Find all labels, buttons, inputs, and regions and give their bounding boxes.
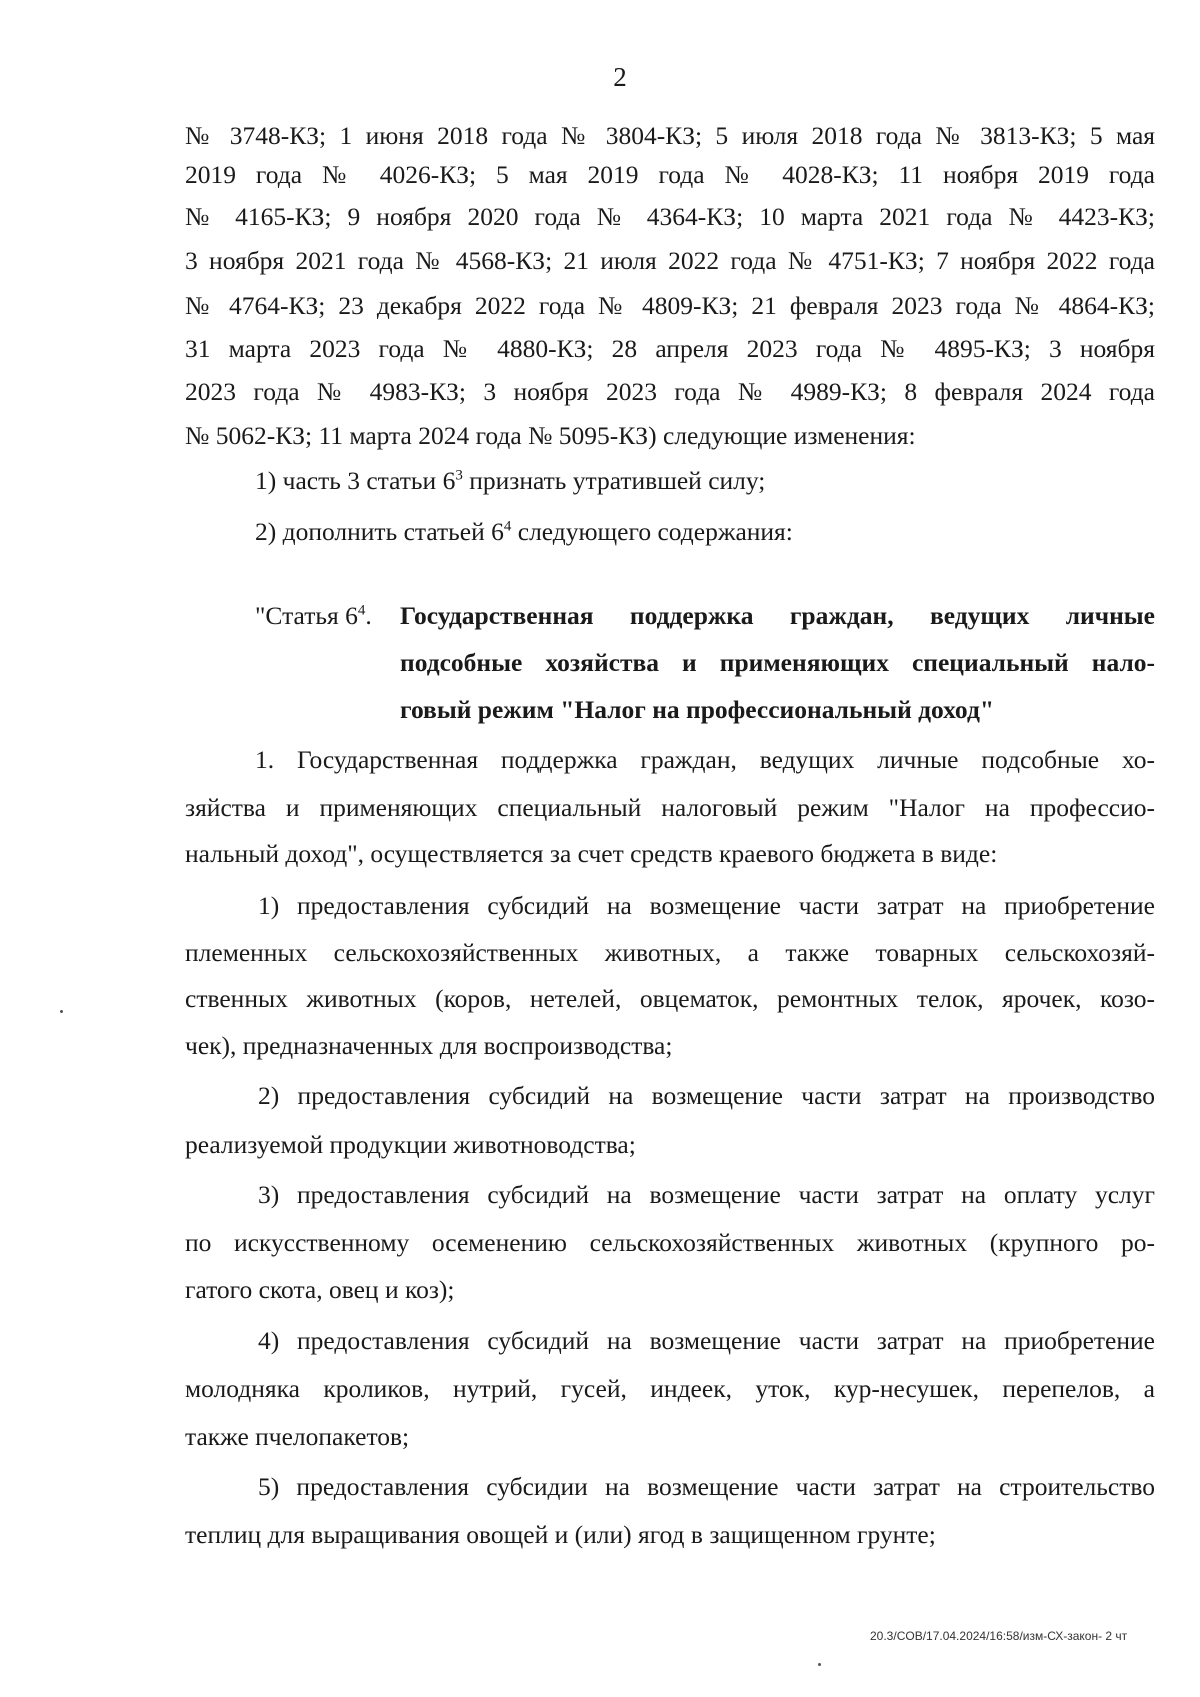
article-label-text: "Статья 6 [255,601,358,630]
amendment-line: № 3748-КЗ; 1 июня 2018 года № 3804-КЗ; 5 июля 2018 года № 3813-КЗ; 5 мая [185,121,1155,150]
subitem-line: 3) предоставления субсидий на возмещение части затрат на оплату услуг [258,1180,1155,1209]
amendment-line: № 4764-КЗ; 23 декабря 2022 года № 4809-КЗ; 21 февраля 2023 года № 4864-КЗ; [185,291,1155,320]
change-item-1-text: 1) часть 3 статьи 6 [255,466,456,495]
subitem-line: теплиц для выращивания овощей и (или) ягод в защищенном грунте; [185,1520,936,1549]
subitem-line: также пчелопакетов; [185,1422,410,1451]
subitem-line: 2) предоставления субсидий на возмещение части затрат на производство [258,1081,1155,1110]
subitem-line: 4) предоставления субсидий на возмещение части затрат на приобретение [258,1326,1155,1355]
footer-stamp: 20.3/COB/17.04.2024/16:58/изм-СХ-закон- 2 чт [870,1629,1128,1643]
scan-speck [818,1663,821,1666]
amendment-line: 2023 года № 4983-КЗ; 3 ноября 2023 года № 4989-КЗ; 8 февраля 2024 года [185,377,1155,406]
superscript: 4 [503,518,512,535]
subitem-line: по искусственному осеменению сельскохозяйственных животных (крупного ро- [185,1228,1155,1257]
paragraph-line: зяйства и применяющих специальный налоговый режим "Налог на профессио- [185,793,1155,822]
change-item-2 [255,519,793,545]
amendment-line: 2019 года № 4026-КЗ; 5 мая 2019 года № 4028-КЗ; 11 ноября 2019 года [185,160,1155,189]
article-title-line: подсобные хозяйства и применяющих специальный нало- [400,648,1155,677]
amendment-line: 31 марта 2023 года № 4880-КЗ; 28 апреля 2023 года № 4895-КЗ; 3 ноября [185,334,1155,363]
article-label [255,601,372,631]
subitem-line: чек), предназначенных для воспроизводства; [185,1031,673,1060]
article-label-dot: . [365,601,372,630]
change-item-2-text-end: следующего содержания: [511,517,793,546]
subitem-line: 1) предоставления субсидий на возмещение части затрат на приобретение [258,891,1155,920]
change-item-1-text-end: признать утратившей силу; [462,466,766,495]
subitem-line: реализуемой продукции животноводства; [185,1130,636,1159]
paragraph-line: 1. Государственная поддержка граждан, ведущих личные подсобные хо- [255,745,1155,774]
article-title-line: Государственная поддержка граждан, ведущих личные [400,601,1155,630]
subitem-line: племенных сельскохозяйственных животных, а также товарных сельскохозяй- [185,938,1155,967]
subitem-line: 5) предоставления субсидии на возмещение части затрат на строительство [258,1472,1155,1501]
article-title-line: говый режим "Налог на профессиональный доход" [400,695,994,724]
subitem-line: молодняка кроликов, нутрий, гусей, индеек, уток, кур-несушек, перепелов, а [185,1374,1155,1403]
superscript: 3 [455,467,463,484]
scan-speck [60,1010,63,1013]
change-item-1 [255,468,765,494]
subitem-line: гатого скота, овец и коз); [185,1275,455,1304]
amendment-line: № 4165-КЗ; 9 ноября 2020 года № 4364-КЗ; 10 марта 2021 года № 4423-КЗ; [185,202,1155,231]
amendment-line: 3 ноября 2021 года № 4568-КЗ; 21 июля 2022 года № 4751-КЗ; 7 ноября 2022 года [185,246,1155,275]
paragraph-line: нальный доход", осуществляется за счет средств краевого бюджета в виде: [185,839,998,868]
change-item-2-text: 2) дополнить статьей 6 [255,517,504,546]
subitem-line: ственных животных (коров, нетелей, овцематок, ремонтных телок, ярочек, козо- [185,984,1155,1013]
page-number: 2 [613,62,627,92]
amendment-line: № 5062-КЗ; 11 марта 2024 года № 5095-КЗ) следующие изменения: [185,421,916,450]
superscript: 4 [357,602,366,619]
